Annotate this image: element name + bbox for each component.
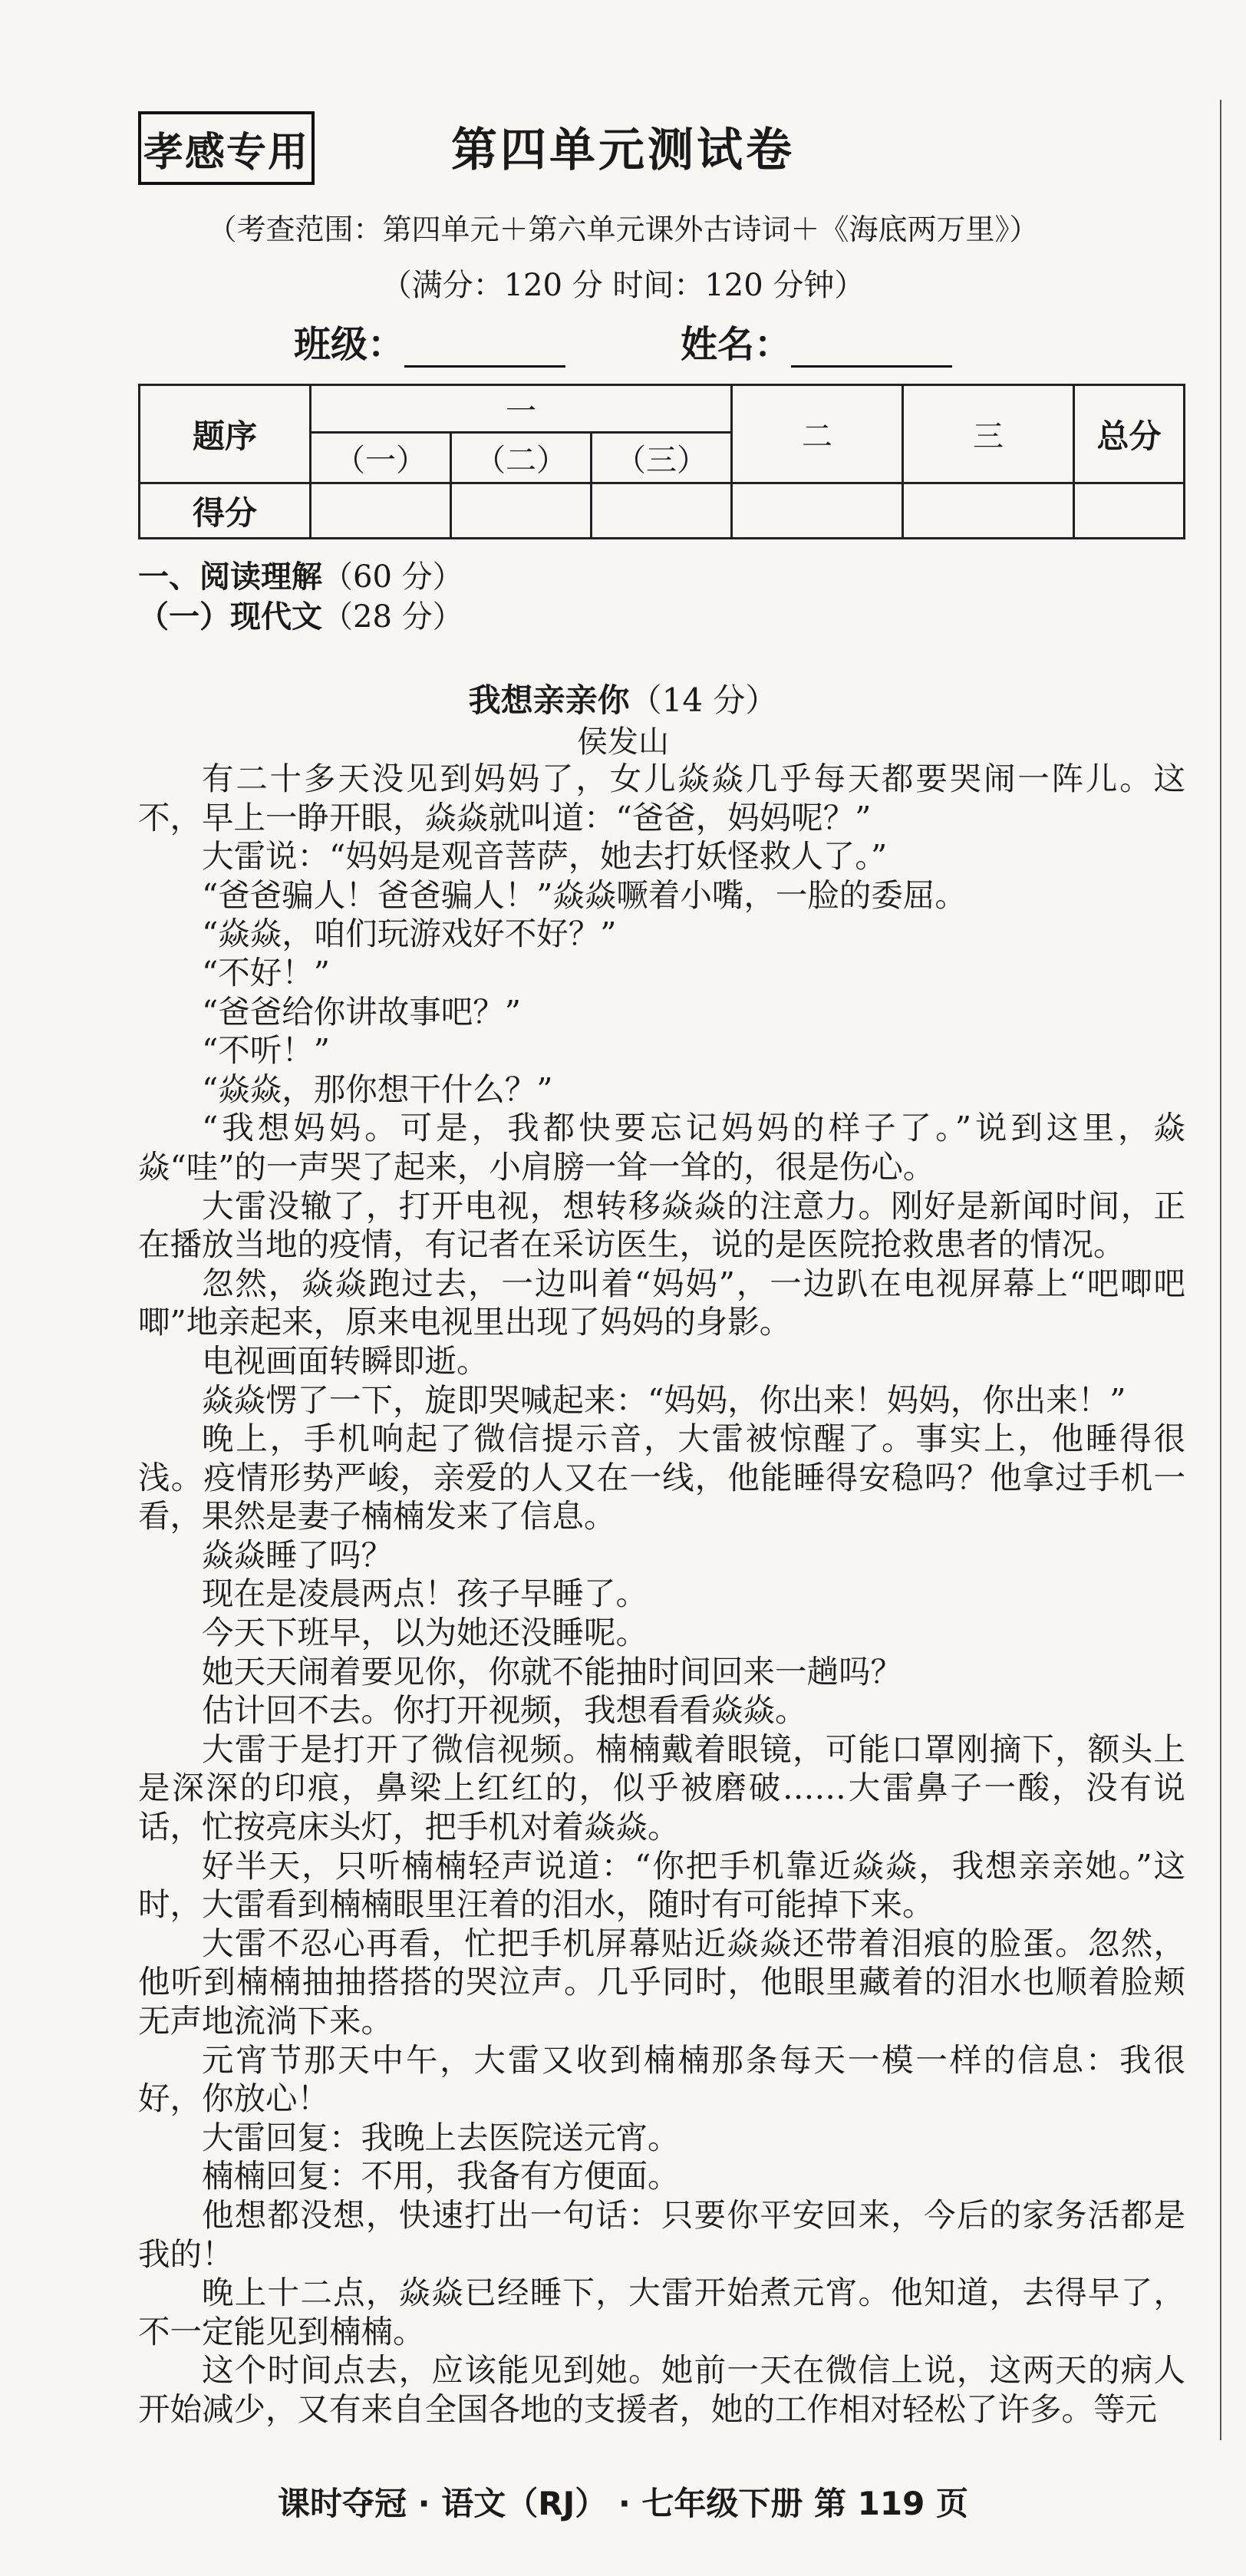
article-paragraph: 好半天，只听楠楠轻声说道：“你把手机靠近焱焱，我想亲亲她。”这时，大雷看到楠楠眼里汪着的泪水，随时有可能掉下来。 [138,1846,1185,1924]
subsection-heading [138,592,463,636]
article-paragraph: 楠楠回复：不用，我备有方便面。 [202,2157,680,2195]
article-paragraph: 元宵节那天中午，大雷又收到楠楠那条每天一模一样的信息：我很好，你放心！ [138,2040,1185,2118]
col-sub-2: （二） [451,433,592,483]
page-footer: 课时夺冠 · 语文（RJ） · 七年级下册 第 119 页 [278,2485,968,2522]
article-paragraph: “不听！” [202,1031,330,1070]
article-paragraph: “焱焱，那你想干什么？” [202,1070,553,1108]
article-paragraph: 估计回不去。你打开视频，我想看看焱焱。 [202,1691,807,1730]
article-title-score: （14 分） [629,681,778,719]
score-cell[interactable] [1074,483,1185,539]
article-paragraph: “焱焱，咱们玩游戏好不好？” [202,915,617,953]
page-title: 第四单元测试卷 [451,124,795,177]
col-sub-3: （三） [592,433,732,483]
region-tag: 孝感专用 [138,111,315,185]
score-cell[interactable] [592,483,732,539]
article-paragraph: 大雷回复：我晚上去医院送元宵。 [202,2118,680,2156]
score-cell[interactable] [903,483,1074,539]
article-body [138,760,1185,2429]
class-label: 班级： [293,323,404,366]
article-paragraph: 他想都没想，快速打出一句话：只要你平安回来，今后的家务活都是我的！ [138,2195,1185,2273]
article-title [0,675,1246,721]
article-title-text: 我想亲亲你 [468,681,630,719]
article-paragraph: 大雷于是打开了微信视频。楠楠戴着眼镜，可能口罩刚摘下，额头上是深深的印痕，鼻梁上红红的，似乎被磨破……大雷鼻子一酸，没有说话，忙按亮床头灯，把手机对着焱焱。 [138,1730,1185,1846]
col-sub-1: （一） [311,433,451,483]
subsection-score: （28 分） [322,599,463,635]
score-cell[interactable] [451,483,592,539]
score-cell[interactable] [732,483,903,539]
col-total: 总分 [1074,385,1185,483]
col-group-one: 一 [311,385,732,433]
article-paragraph: 焱焱睡了吗？ [202,1535,394,1574]
margin-rule [1220,100,1221,2440]
section-heading [138,552,463,596]
name-label: 姓名： [681,323,792,366]
article-paragraph: “爸爸骗人！爸爸骗人！”焱焱噘着小嘴，一脸的委屈。 [202,876,967,914]
score-time: （满分：120 分 时间：120 分钟） [381,268,865,303]
subsection-title: （一）现代文 [138,599,322,635]
article-paragraph: “我想妈妈。可是，我都快要忘记妈妈的样子了。”说到这里，焱焱“哇”的一声哭了起来，小肩膀一耸一耸的，很是伤心。 [138,1109,1185,1186]
row-label-order: 题序 [140,385,311,483]
article-paragraph: 大雷说：“妈妈是观音菩萨，她去打妖怪救人了。” [202,837,888,876]
article-paragraph: 这个时间点去，应该能见到她。她前一天在微信上说，这两天的病人开始减少，又有来自全国各地的支援者，她的工作相对轻松了许多。等元 [138,2351,1185,2428]
article-paragraph: 有二十多天没见到妈妈了，女儿焱焱几乎每天都要哭闹一阵儿。这不，早上一睁开眼，焱焱就叫道：“爸爸，妈妈呢？” [138,760,1185,836]
article-paragraph: 大雷没辙了，打开电视，想转移焱焱的注意力。刚好是新闻时间，正在播放当地的疫情，有记者在采访医生，说的是医院抢救患者的情况。 [138,1186,1185,1264]
class-field[interactable] [404,331,565,368]
name-field[interactable] [791,331,952,368]
article-paragraph: 今天下班早，以为她还没睡呢。 [202,1614,648,1652]
exam-scope: （考查范围：第四单元＋第六单元课外古诗词＋《海底两万里》） [207,213,1039,246]
col-two: 二 [732,385,903,483]
article-paragraph: 现在是凌晨两点！孩子早睡了。 [202,1575,648,1613]
article-author: 侯发山 [577,724,669,760]
article-paragraph: 晚上，手机响起了微信提示音，大雷被惊醒了。事实上，他睡得很浅。疫情形势严峻，亲爱的人又在一线，他能睡得安稳吗？他拿过手机一看，果然是妻子楠楠发来了信息。 [138,1420,1185,1535]
section-part-score: （60 分） [322,559,463,595]
col-three: 三 [903,385,1074,483]
section-part: 一、阅读理解 [138,559,322,595]
article-paragraph: “爸爸给你讲故事吧？” [202,992,521,1031]
article-paragraph: 电视画面转瞬即逝。 [202,1341,489,1380]
name-row [0,315,1246,368]
score-table [138,384,1185,539]
article-paragraph: 晚上十二点，焱焱已经睡下，大雷开始煮元宵。他知道，去得早了，不一定能见到楠楠。 [138,2274,1185,2350]
article-paragraph: 忽然，焱焱跑过去，一边叫着“妈妈”，一边趴在电视屏幕上“吧唧吧唧”地亲起来，原来电视里出现了妈妈的身影。 [138,1264,1185,1341]
article-paragraph: 她天天闹着要见你，你就不能抽时间回来一趟吗？ [202,1652,903,1690]
row-label-score: 得分 [140,483,311,539]
article-paragraph: 焱焱愣了一下，旋即哭喊起来：“妈妈，你出来！妈妈，你出来！” [202,1380,1126,1419]
score-cell[interactable] [311,483,451,539]
article-paragraph: “不好！” [202,953,330,991]
article-paragraph: 大雷不忍心再看，忙把手机屏幕贴近焱焱还带着泪痕的脸蛋。忽然，他听到楠楠抽抽搭搭的哭泣声。几乎同时，他眼里藏着的泪水也顺着脸颊无声地流淌下来。 [138,1924,1185,2040]
